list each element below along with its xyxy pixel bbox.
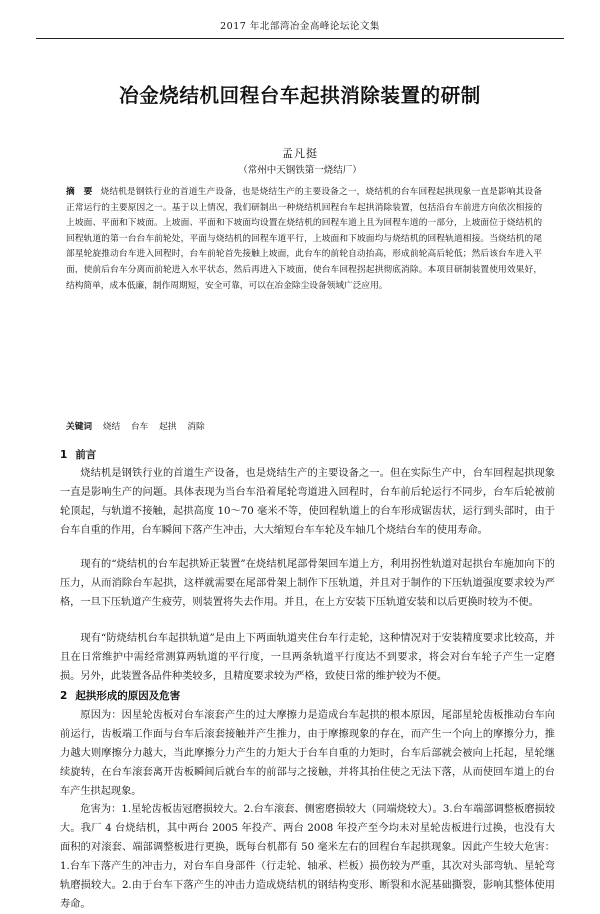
body-paragraph: 烧结机是钢铁行业的首道生产设备，也是烧结生产的主要设备之一。但在实际生产中，台车回程起拱现象一直是影响生产的问题。具体表现为当台车沿着尾轮弯道进入回程时，台车前后轮运行不同步，台车后轮被前轮顶起，与轨道不接触，起拱高度 10～70 毫米不等，使回程轨道上的台车形成锯齿状，运行到头部时，由于台车自重的作用，台车瞬间下落产生冲击，大大缩短台车车轮及车轴几个烧结台车的使用寿命。 <box>60 468 555 536</box>
keyword: 烧结 <box>102 422 121 432</box>
author-affiliation: （常州中天钢铁第一烧结厂） <box>238 165 362 176</box>
abstract <box>66 185 542 294</box>
keywords-label: 关键词 <box>66 422 93 432</box>
section-title: 起拱形成的原因及危害 <box>75 690 181 702</box>
body-paragraph: 原因为：因星轮齿板对台车滚套产生的过大摩擦力是造成台车起拱的根本原因，尾部星轮齿板推动台车向前运行，齿板端工作面与台车后滚套接触并产生推力，由于摩擦现象的存在，而产生一个向上的摩擦分力，推力越大则摩擦分力越大，当此摩擦分力产生的力矩大于台车自重的力矩时，台车后部就会被向上托起，星轮继续旋转，在台车滚套离开齿板瞬间后就台车的前部与之接触，并将其抬住使之无法下落，从而使回车道上的台车产生拱起现象。 <box>60 710 555 797</box>
body-paragraph: 现有“防烧结机台车起拱轨道”是由上下两面轨道夹住台车行走轮，这种情况对于安装精度要求比较高，并且在日常维护中需经常测算两轨道的平行度，一旦两条轨道平行度达不到要求，将会对台车轮子产生一定磨损。另外，此装置各品件种类较多，且精度要求较为严格，致使日常的维护较为不便。 <box>60 633 555 682</box>
section-number: 2 <box>60 690 68 702</box>
section-title: 前言 <box>75 449 97 461</box>
body-paragraph: 危害为：1.星轮齿板齿冠磨损较大。2.台车滚套、侧密磨损较大（同端烧较大）。3.台车端部调整板磨损较大。我厂 4 台烧结机，其中两台 2005 年投产、两台 2008 年投产至今均未对星轮齿板进行过换，也没有大面积的对滚套、端部调整板进行更换，既每台机都有 50 毫米左右的回程台车起拱现象。因此产生较大危害：1.台车下落产生的冲击力，对台车自身部件（行走轮、轴承、栏板）损伤较为严重，其次对头部弯轨、星轮弯轨磨损较大。2.由于台车下落产生的冲击力造成烧结机的钢结构变形、断裂和水泥基础撕裂，影响其整体使用寿命。 <box>60 804 555 910</box>
section-number: 1 <box>60 449 68 461</box>
section-heading-1 <box>60 447 96 462</box>
section-heading-2 <box>60 688 180 703</box>
keyword: 台车 <box>130 422 149 432</box>
abstract-label: 摘 要 <box>66 187 93 197</box>
running-head: 2017 年北部湾冶金高峰论坛论文集 <box>36 18 564 39</box>
paper-title: 冶金烧结机回程台车起拱消除装置的研制 <box>119 84 481 107</box>
keyword: 起拱 <box>159 422 177 432</box>
keywords <box>66 420 542 432</box>
keyword: 消除 <box>187 422 205 432</box>
author-name: 孟凡挺 <box>282 147 318 160</box>
body-paragraph: 现有的“烧结机的台车起拱矫正装置”在烧结机尾部骨架回车道上方，利用拐性轨道对起拱台车施加向下的压力，从而消除台车起拱，这样就需要在尾部骨架上制作下压轨道，并且对于制作的下压轨道强度要求较为严格，一旦下压轨道产生疲劳，则装置将失去作用。并且，在上方安装下压轨道安装和以后更换时较为不便。 <box>60 559 555 608</box>
abstract-text: 烧结机是钢铁行业的首道生产设备，也是烧结生产的主要设备之一，烧结机的台车回程起拱现象一直是影响其设备正常运行的主要原因之一。基于以上情况，我们研制出一种烧结机回程台车起拱消除装置，包括沿台车前进方向依次相接的上坡面、平面和下坡面。上坡面、平面和下坡面均设置在烧结机的回程车道上且为回程车道的一部分，上坡面位于烧结机的回程轨道的第一台台车前轮处，平面与烧结机的回程车道平行，上坡面和下坡面均与烧结机的回程轨道相接。当烧结机的尾部星轮旋推动台车进入回程时，台车前轮首先接触上坡面，此台车的前轮自动抬高，形成前轮高后轮低；然后该台车进入平面，使前后台车分离而前轮进入水平状态，然后再进入下坡面，使台车回程拐起拱彻底消除。本项目研制装置使用效果好，结构简单，成本低廉，制作周期短，安全可靠，可以在冶金除尘设备领域广泛应用。 <box>66 187 543 291</box>
